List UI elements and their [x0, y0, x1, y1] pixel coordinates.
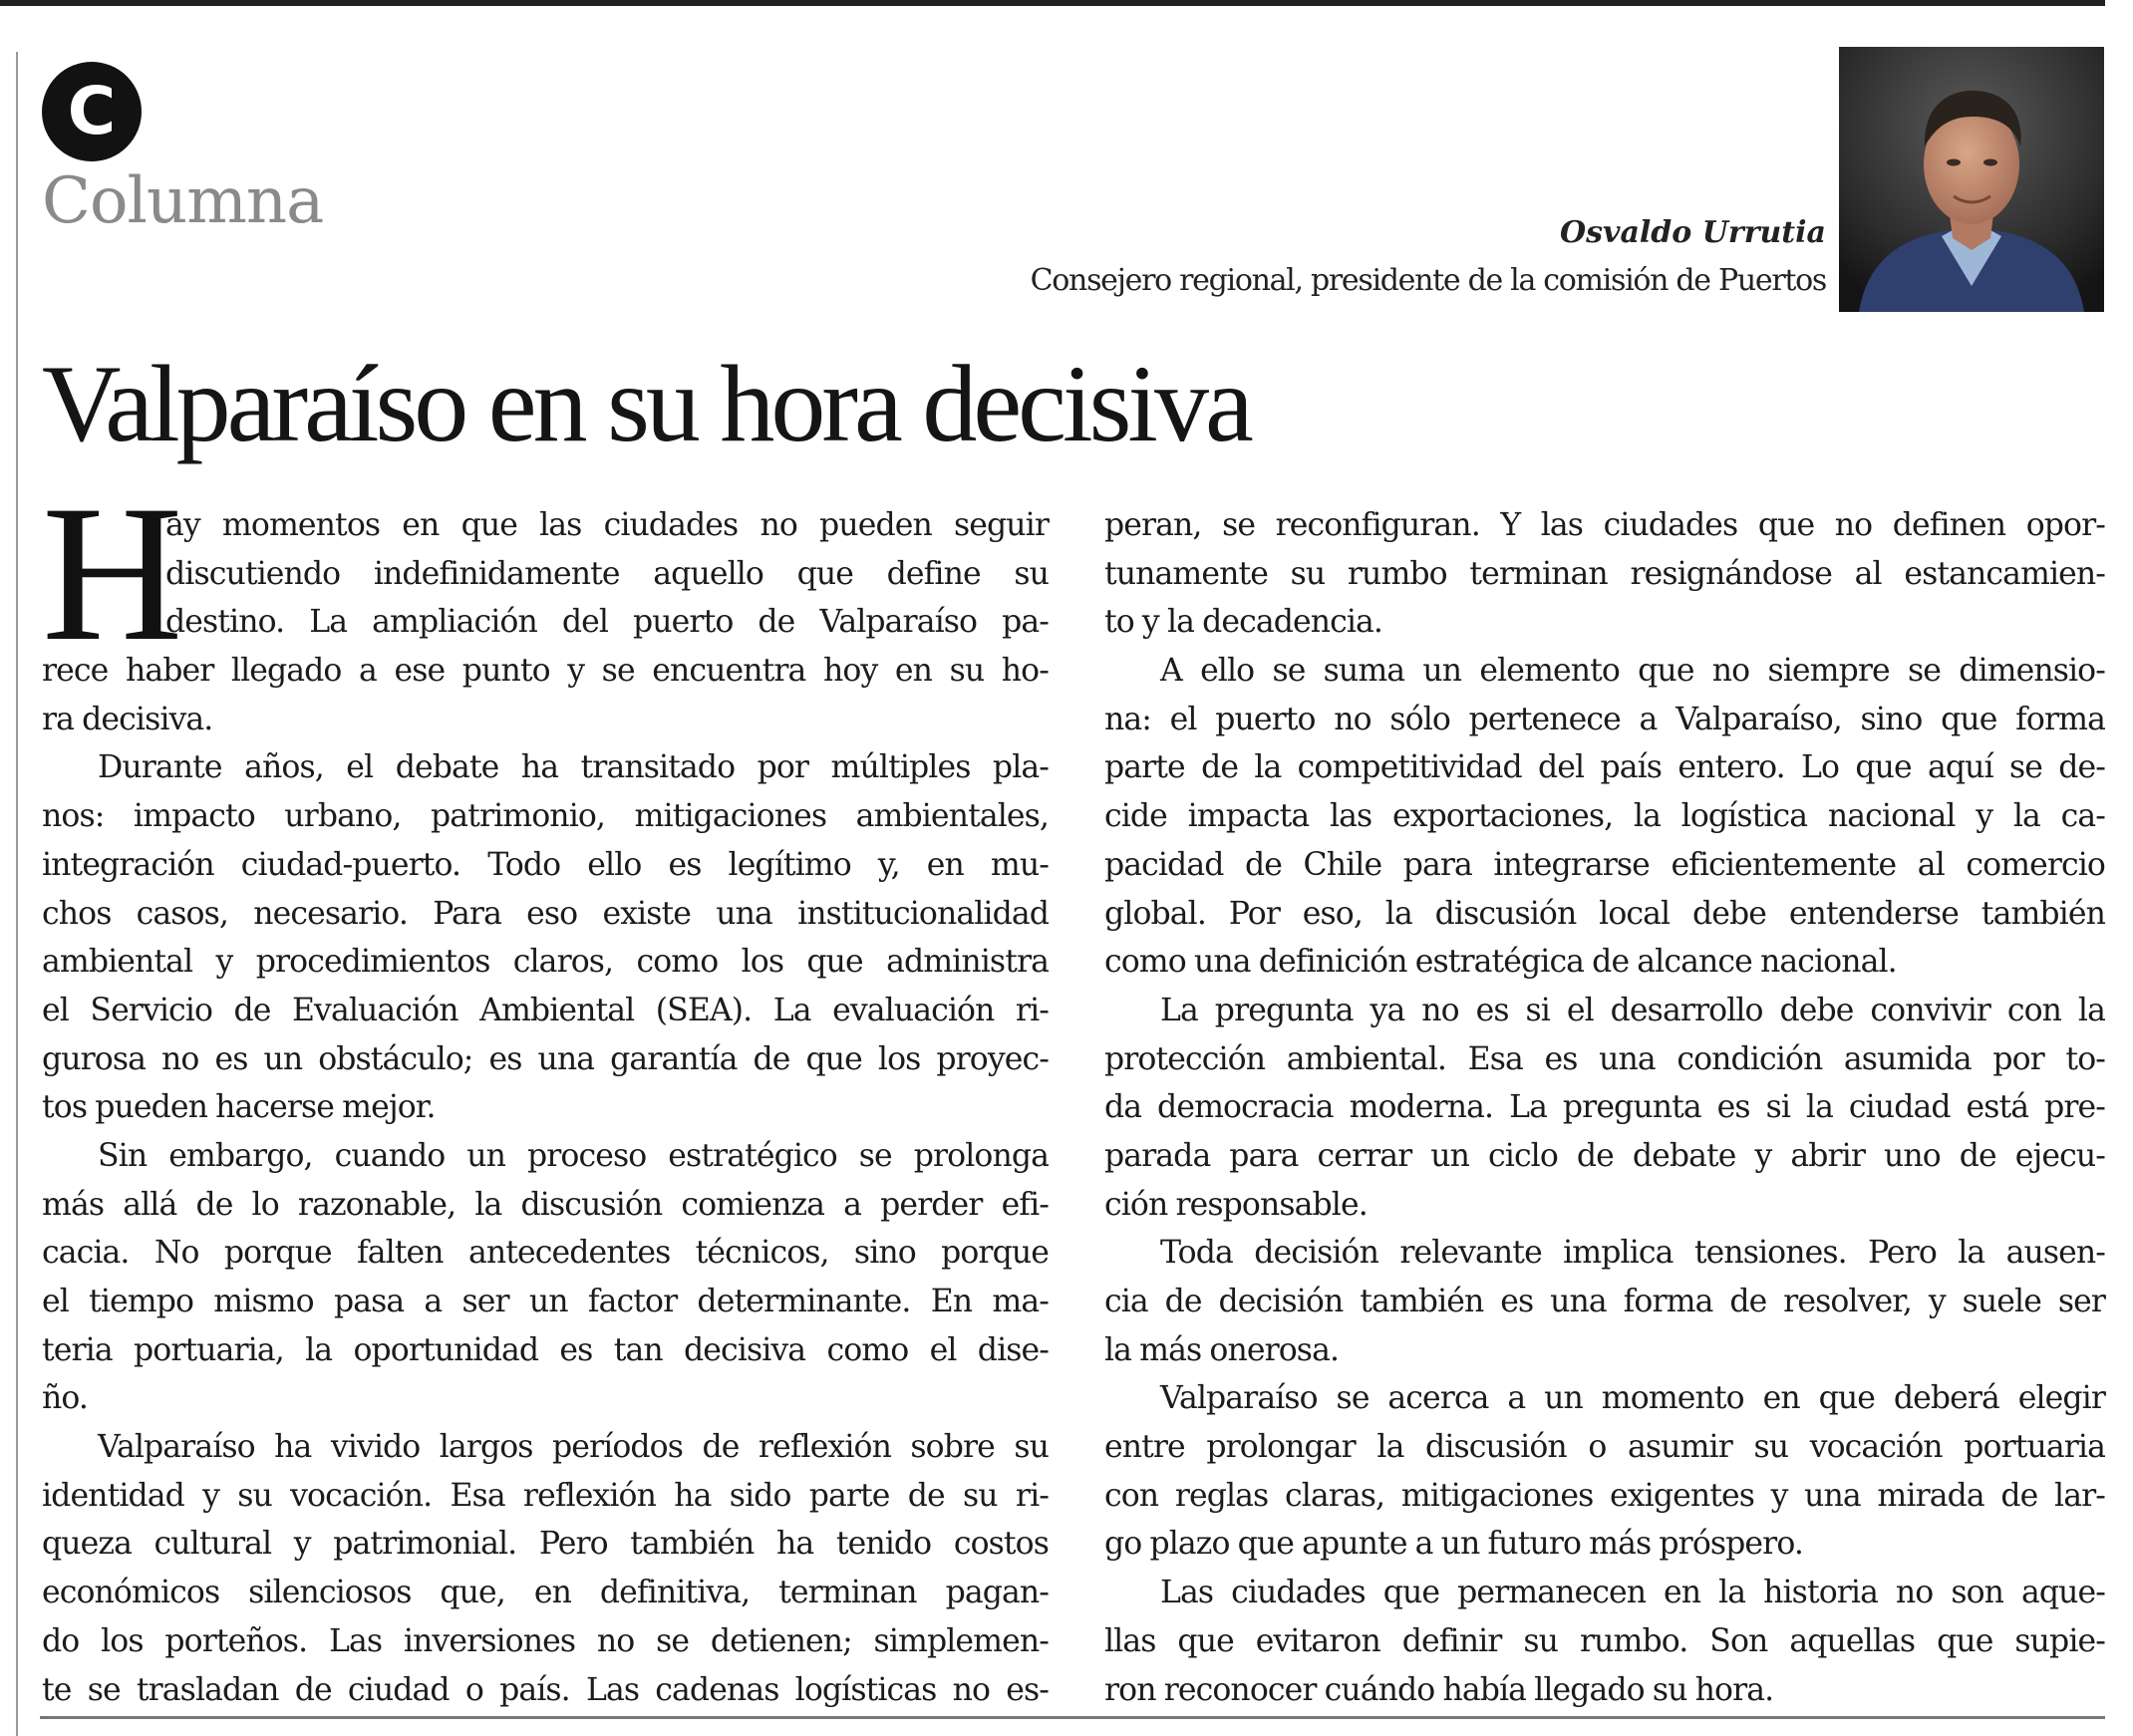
article-line: to y la decadencia. — [1104, 604, 1383, 641]
article-line: Valparaíso ha vivido largos períodos de reflexión sobre su — [98, 1429, 1049, 1466]
article-line: ron reconocer cuándo había llegado su hora. — [1104, 1671, 1774, 1708]
article-line: global. Por eso, la discusión local debe entenderse también — [1104, 895, 2105, 932]
article-line: protección ambiental. Esa es una condición asumida por to- — [1104, 1040, 2105, 1077]
author-portrait-icon — [1839, 47, 2104, 312]
headline: Valparaíso en su hora decisiva — [42, 343, 1250, 464]
article-line: ra decisiva. — [42, 701, 213, 737]
article-line: ambiental y procedimientos claros, como los que administra — [42, 944, 1049, 981]
article-line: Toda decisión relevante implica tensiones. Pero la ausen- — [1160, 1235, 2105, 1272]
article-line: A ello se suma un elemento que no siempre se dimensio- — [1160, 653, 2105, 690]
article-line: nos: impacto urbano, patrimonio, mitigaciones ambientales, — [42, 798, 1049, 835]
article-line: cia de decisión también es una forma de resolver, y suele ser — [1104, 1284, 2105, 1319]
article-line: cide impacta las exportaciones, la logística nacional y la ca- — [1104, 798, 2105, 835]
article-line: tos pueden hacerse mejor. — [42, 1089, 436, 1126]
article-line: la más onerosa. — [1104, 1331, 1340, 1368]
article-line: entre prolongar la discusión o asumir su vocación portuaria — [1104, 1429, 2105, 1466]
article-line: parada para cerrar un ciclo de debate y abrir uno de ejecu- — [1104, 1137, 2105, 1174]
article-line: peran, se reconfiguran. Y las ciudades que no definen opor- — [1104, 507, 2105, 543]
article-line: Durante años, el debate ha transitado por múltiples pla- — [98, 749, 1049, 786]
article-line: Valparaíso se acerca a un momento en que deberá elegir — [1160, 1380, 2105, 1417]
article-line: Las ciudades que permanecen en la historia no son aque- — [1160, 1575, 2105, 1611]
article-line: te se trasladan de ciudad o país. Las cadenas logísticas no es- — [42, 1671, 1049, 1708]
article-line: ño. — [42, 1380, 89, 1417]
article-line: La pregunta ya no es si el desarrollo debe convivir con la — [1160, 992, 2105, 1028]
article-line: más allá de lo razonable, la discusión comienza a perder efi- — [42, 1186, 1049, 1223]
article-line: na: el puerto no sólo pertenece a Valparaíso, sino que forma — [1104, 701, 2105, 737]
column-rule — [16, 52, 18, 1736]
section-badge-letter: C — [67, 73, 117, 149]
author-name: Osvaldo Urrutia — [1560, 215, 1826, 250]
article-column-right — [1104, 501, 2105, 1714]
article-line: tunamente su rumbo terminan resignándose al estancamien- — [1104, 555, 2105, 592]
article-line: queza cultural y patrimonial. Pero también ha tenido costos — [42, 1526, 1049, 1563]
section-badge — [42, 62, 142, 161]
article-line: destino. La ampliación del puerto de Valparaíso pa- — [165, 604, 1049, 641]
article-line: discutiendo indefinidamente aquello que define su — [165, 555, 1049, 592]
article-line: cacia. No porque falten antecedentes técnicos, sino porque — [42, 1235, 1049, 1272]
article-line: chos casos, necesario. Para eso existe una institucionalidad — [42, 895, 1049, 932]
article-line: go plazo que apunte a un futuro más próspero. — [1104, 1526, 1803, 1563]
article-column-left — [42, 465, 1049, 1714]
author-role: Consejero regional, presidente de la comisión de Puertos — [1030, 263, 1826, 298]
article-line: ay momentos en que las ciudades no pueden seguir — [165, 507, 1049, 543]
article-line: integración ciudad-puerto. Todo ello es legítimo y, en mu- — [42, 846, 1049, 883]
article-line: ción responsable. — [1104, 1186, 1368, 1223]
article-line: parte de la competitividad del país entero. Lo que aquí se de- — [1104, 749, 2105, 786]
article-line: Sin embargo, cuando un proceso estratégico se prolonga — [98, 1137, 1049, 1174]
article-line: con reglas claras, mitigaciones exigentes y una mirada de lar- — [1104, 1477, 2105, 1514]
article-line: el tiempo mismo pasa a ser un factor determinante. En ma- — [42, 1284, 1049, 1319]
article-line: pacidad de Chile para integrarse eficientemente al comercio — [1104, 846, 2105, 883]
article-line: do los porteños. Las inversiones no se detienen; simplemen- — [42, 1622, 1049, 1659]
article-line: da democracia moderna. La pregunta es si la ciudad está pre- — [1104, 1089, 2105, 1126]
article-line: económicos silenciosos que, en definitiva, terminan pagan- — [42, 1575, 1049, 1611]
drop-cap: H — [42, 465, 183, 682]
byline — [1031, 211, 1826, 307]
article-line: llas que evitaron definir su rumbo. Son aquellas que supie- — [1104, 1622, 2105, 1659]
section-label: Columna — [42, 164, 324, 238]
top-rule — [0, 0, 2105, 6]
author-photo-illustration — [1839, 47, 2104, 312]
article-line: teria portuaria, la oportunidad es tan decisiva como el dise- — [42, 1331, 1049, 1368]
bottom-rule — [40, 1716, 2105, 1719]
article-line: el Servicio de Evaluación Ambiental (SEA). La evaluación ri- — [42, 992, 1049, 1028]
article-line: como una definición estratégica de alcance nacional. — [1104, 944, 1897, 981]
article-line: gurosa no es un obstáculo; es una garantía de que los proyec- — [42, 1040, 1049, 1077]
article-line: rece haber llegado a ese punto y se encuentra hoy en su ho- — [42, 653, 1049, 690]
article-line: identidad y su vocación. Esa reflexión ha sido parte de su ri- — [42, 1477, 1049, 1514]
